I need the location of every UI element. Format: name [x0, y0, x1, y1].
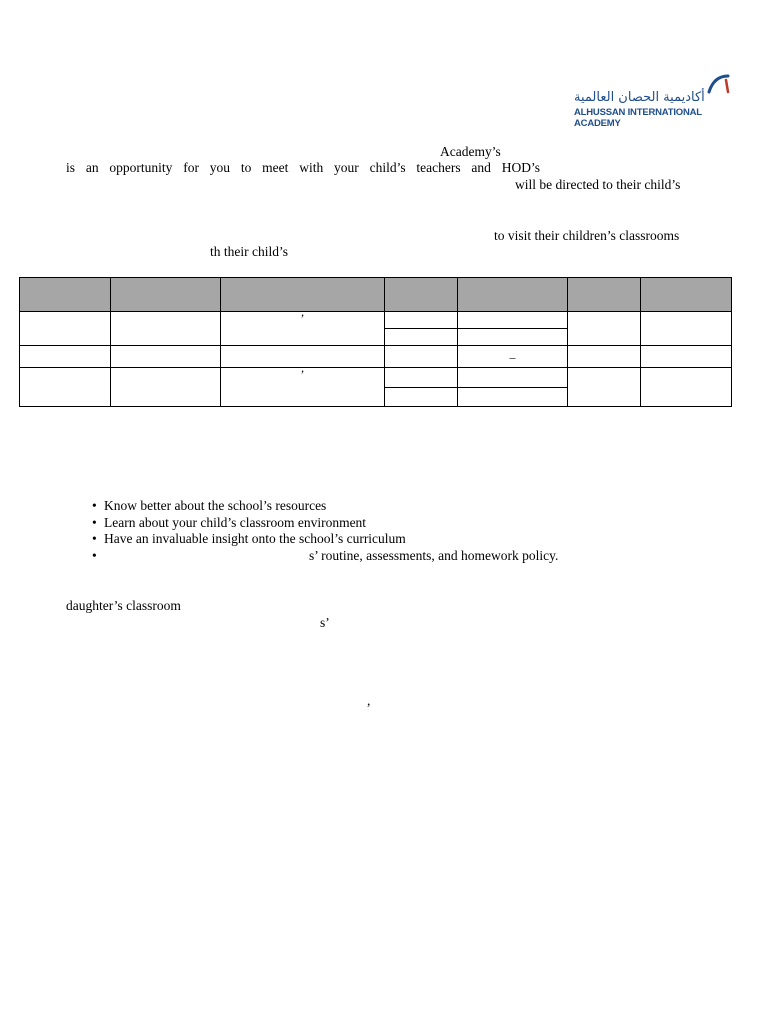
table-cell — [221, 346, 385, 368]
closing-line-3: , — [367, 693, 371, 708]
table-row — [20, 368, 732, 388]
table-header-cell — [568, 278, 641, 312]
table-header-cell — [20, 278, 111, 312]
table-cell: ’ — [221, 368, 385, 407]
table-cell — [385, 388, 458, 407]
list-item — [90, 548, 558, 565]
table-cell — [20, 312, 111, 346]
schedule-table — [19, 277, 732, 407]
table-row — [20, 346, 732, 368]
table-cell — [20, 368, 111, 407]
logo-english-text: ALHUSSAN INTERNATIONAL ACADEMY — [574, 107, 702, 129]
visit-line-1: to visit their children’s classrooms — [494, 228, 680, 243]
logo-arabic-text: أكاديمية الحصان العالمية — [574, 90, 705, 105]
list-item: • Know better about the school’s resources — [90, 498, 558, 515]
table-cell — [385, 368, 458, 388]
visit-line-2: th their child’s — [210, 244, 288, 259]
table-header-row — [20, 278, 732, 312]
table-cell — [568, 346, 641, 368]
intro-line-1: Academy’s — [440, 144, 501, 159]
table-cell — [385, 346, 458, 368]
table-header-cell — [385, 278, 458, 312]
table-cell: ’ — [221, 312, 385, 346]
table-header-cell — [221, 278, 385, 312]
table-cell — [111, 368, 221, 407]
table-cell — [641, 346, 732, 368]
table-cell — [458, 388, 568, 407]
closing-line-1: daughter’s classroom — [66, 598, 181, 613]
list-item: • Have an invaluable insight onto the school’s curriculum — [90, 531, 558, 548]
school-logo — [574, 72, 734, 129]
table-cell — [385, 312, 458, 329]
table-cell — [458, 368, 568, 388]
list-item: • Learn about your child’s classroom environment — [90, 515, 558, 532]
table-row — [20, 312, 732, 329]
table-cell — [568, 368, 641, 407]
table-cell — [458, 329, 568, 346]
table-header-cell — [458, 278, 568, 312]
list-item-text: s’ routine, assessments, and homework policy. — [309, 547, 559, 563]
intro-line-2: is an opportunity for you to meet with your child’s teachers and HOD’s — [66, 160, 540, 175]
table-header-cell — [111, 278, 221, 312]
closing-line-2: s’ — [320, 615, 330, 630]
benefits-list — [90, 498, 558, 564]
table-cell — [641, 368, 732, 407]
table-cell — [458, 312, 568, 329]
table-cell: – — [458, 346, 568, 368]
table-cell — [111, 312, 221, 346]
table-header-cell — [641, 278, 732, 312]
table-cell — [385, 329, 458, 346]
intro-line-3: will be directed to their child’s — [515, 177, 681, 192]
table-cell — [568, 312, 641, 346]
table-cell — [111, 346, 221, 368]
table-cell — [641, 312, 732, 346]
table-cell — [20, 346, 111, 368]
